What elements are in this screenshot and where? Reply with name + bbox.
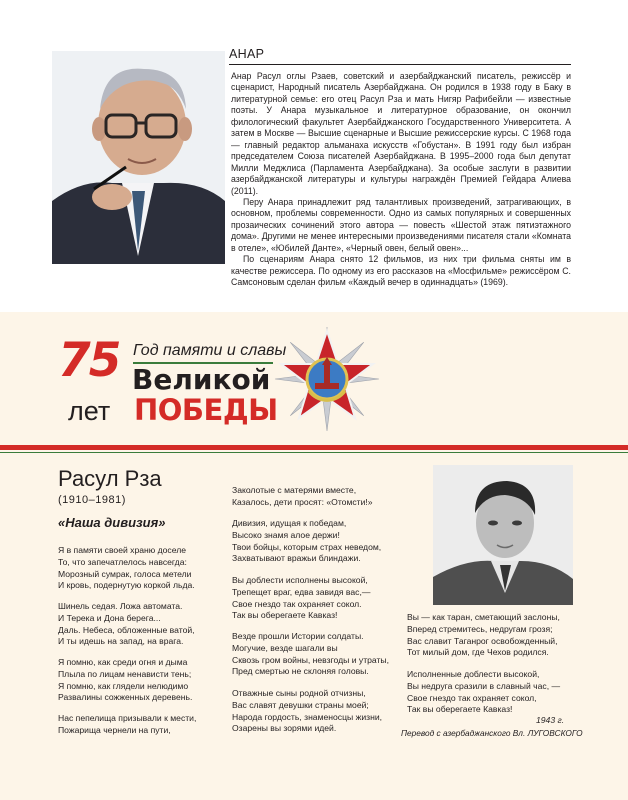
poem-stanza	[232, 688, 382, 735]
poem-stanza	[58, 713, 196, 737]
poem-line: Озарены вы зорями идей.	[232, 723, 337, 734]
poem-line: Народа гордость, знаменосцы жизни,	[232, 711, 383, 722]
anniversary-number: 75	[58, 333, 120, 388]
poem-line: Трепещет враг, едва завидя вас,—	[232, 586, 371, 597]
poem-line: Заколотые с матерями вместе,	[232, 485, 357, 495]
poem-line: Развалины сожженных деревень.	[58, 692, 193, 703]
poem-line: Могучие, везде шагали вы	[232, 642, 338, 653]
poem-line: Вы доблести исполнены высокой,	[232, 575, 368, 585]
poem-line: Вас славят девушки страны моей;	[232, 699, 369, 710]
poem-stanza	[407, 612, 560, 659]
poem-line: Свое гнездо так охраняет сокол.	[232, 598, 362, 609]
poem-line: Высоко знамя алое держи!	[232, 529, 340, 540]
poem-stanza	[58, 545, 195, 592]
poem-line: Так вы оберегаете Кавказ!	[407, 704, 513, 715]
poem-line: Казалось, дети просят: «Отомсти!»	[232, 496, 373, 507]
poem-line: Везде прошли Истории солдаты.	[232, 631, 364, 641]
poet-life-years: (1910–1981)	[58, 494, 126, 506]
poem-line: Свое гнездо так охраняет сокол,	[407, 692, 537, 703]
rasul-rza-portrait-photo	[433, 465, 573, 605]
poem-stanza	[58, 657, 192, 704]
poem-line: Плыла по лицам ненависти тень;	[58, 668, 192, 679]
poet-name: Расул Рза	[58, 466, 162, 491]
poem-line: Даль. Небеса, обложенные ватой,	[58, 624, 195, 635]
poem-line: Сквозь гром войны, невзгоды и утраты,	[232, 654, 389, 665]
poem-line: Пред смертью не склоняя головы.	[232, 666, 369, 677]
poem-stanza	[232, 518, 381, 565]
green-divider-stripe	[0, 452, 628, 453]
poem-line: И Терека и Дона берега...	[58, 612, 161, 623]
poem-line: Тот милый дом, где Чехов родился.	[407, 647, 549, 658]
article-author-name: АНАР	[229, 47, 265, 61]
bio-paragraph: Анар Расул оглы Рзаев, советский и азербайджанский писатель, режиссёр и сценарист, Народный писатель Азербайджана. Он родился в 1938 году в Баку в литературной семье: его отец Расул Рза и мать Нигяр Рафибейли — известные поэты. У Анара музыкальное и литературное образование, он окончил филологический факультет Азербайджанского Государственного Университета. А затем в Москве — Высшие сценарные и Высшие режиссерские курсы. С 1968 года — главный редактор альманаха искусств «Гобустан». В 1991 году был избран председателем Союза писателей Азербайджана. В 1995–2000 года был депутат Милли Меджлиса (Парламента Азербайджана). За особые заслуги в развитии азербайджанской литературы и культуры награждён Премией Гейдара Алиева (2011).	[231, 71, 571, 196]
red-divider-stripe	[0, 445, 628, 450]
poem-line: То, что запечатлелось навсегда:	[58, 556, 187, 567]
poem-line: Шинель седая. Ложа автомата.	[58, 601, 183, 611]
banner-word-victory: ПОБЕДЫ	[134, 393, 278, 427]
poem-line: Вы — как таран, сметающий заслоны,	[407, 612, 560, 622]
poem-line: И кровь, подернутую коркой льда.	[58, 580, 195, 591]
poem-line: Так вы оберегаете Кавказ!	[232, 610, 338, 621]
bio-paragraph: Перу Анара принадлежит ряд талантливых произведений, затрагивающих, в основном, проблемы современности. Одно из самых популярных и совершенных прозаических сочинений этого автора — повесть «Шестой этаж пятиэтажного дома». Другими не менее интересными произведениями писателя стали «Комната в отеле», «Юбилей Данте», «Черный овен, белый овен»...	[231, 196, 571, 253]
author-name-divider	[229, 64, 571, 65]
poem-line: Я в памяти своей храню доселе	[58, 545, 186, 555]
poem-line: И ты идешь на запад, на врага.	[58, 636, 184, 647]
poem-line: Нас пепелища призывали к мести,	[58, 713, 197, 723]
poem-title: «Наша дивизия»	[58, 515, 166, 530]
poem-date: 1943 г.	[536, 715, 565, 725]
poem-line: Твои бойцы, которым страх неведом,	[232, 541, 382, 552]
poem-line: Я помню, как среди огня и дыма	[58, 657, 188, 667]
poem-stanza	[232, 631, 389, 678]
poem-line: Морозный сумрак, голоса метели	[58, 568, 192, 579]
poem-line: Я помню, как глядели нелюдимо	[58, 680, 189, 691]
poem-line: Отважные сыны родной отчизны,	[232, 688, 366, 698]
anar-portrait-photo	[52, 51, 225, 264]
poem-line: Исполненные доблести высокой,	[407, 669, 540, 679]
poem-line: Дивизия, идущая к победам,	[232, 518, 347, 528]
poem-stanza	[232, 485, 373, 509]
poem-line: Вас славит Таганрог освобожденный,	[407, 635, 558, 646]
banner-word-great: Великой	[132, 363, 271, 396]
banner-subtitle: Год памяти и славы	[133, 342, 287, 359]
poem-stanza	[58, 601, 195, 648]
banner-word-years: лет	[68, 396, 111, 426]
poem-line: Вы недруга сразили в славный час, —	[407, 680, 561, 691]
order-of-victory-icon	[273, 325, 381, 433]
biography-text	[231, 71, 571, 289]
bio-paragraph: По сценариям Анара снято 12 фильмов, из них три фильма сняты им в качестве режиссера. По одному из его рассказов на «Мосфильме» режиссёром С. Самсоновым сделан фильм «Каждый вечер в одиннадцать» (1969).	[231, 254, 571, 288]
poem-line: Пожарища чернели на пути,	[58, 724, 171, 735]
poem-stanza	[232, 575, 370, 622]
translator-credit: Перевод с азербаджанского Вл. ЛУГОВСКОГО	[401, 728, 583, 738]
poem-line: Вперед стремитесь, недругам грозя;	[407, 623, 553, 634]
poem-line: Захватывают вражьи блиндажи.	[232, 553, 361, 564]
poem-stanza	[407, 669, 560, 716]
anar-article	[0, 0, 628, 312]
